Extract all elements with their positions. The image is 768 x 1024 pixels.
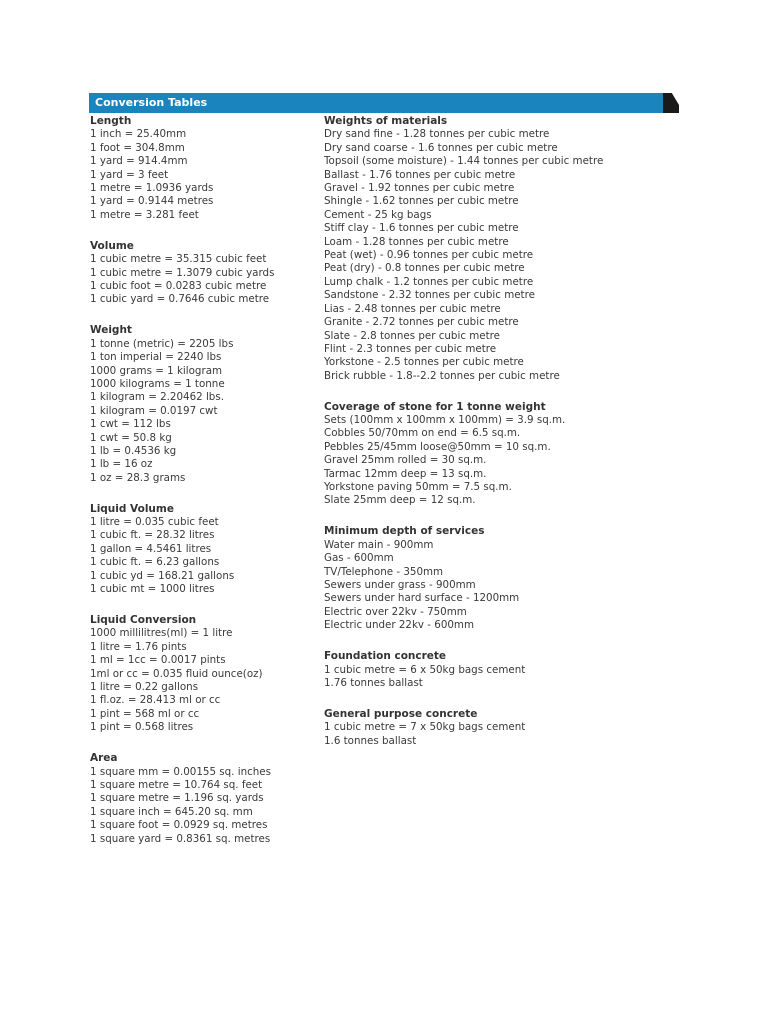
conversion-line: 1 tonne (metric) = 2205 lbs [90, 337, 234, 350]
conversion-line: 1 cwt = 112 lbs [90, 418, 171, 431]
conversion-line: 1 cubic mt = 1000 litres [90, 583, 215, 596]
conversion-line: Tarmac 12mm deep = 13 sq.m. [324, 467, 487, 480]
section-minimum-depth-of-services [324, 525, 664, 632]
conversion-line: 1 square metre = 1.196 sq. yards [90, 792, 264, 805]
section-length [90, 115, 320, 222]
conversion-line: 1 lb = 0.4536 kg [90, 444, 177, 457]
conversion-line: Brick rubble - 1.8--2.2 tonnes per cubic metre [324, 369, 560, 382]
conversion-line: Cement - 25 kg bags [324, 208, 432, 221]
header-bar [89, 93, 663, 113]
conversion-line: 1 cubic yard = 0.7646 cubic metre [90, 293, 270, 306]
conversion-line: 1.6 tonnes ballast [324, 734, 417, 747]
conversion-line: Electric under 22kv - 600mm [324, 619, 474, 632]
conversion-line: Pebbles 25/45mm loose@50mm = 10 sq.m. [324, 440, 551, 453]
conversion-line: 1 cubic ft. = 6.23 gallons [90, 556, 220, 569]
conversion-line: 1 cubic yd = 168.21 gallons [90, 569, 235, 582]
conversion-line: Flint - 2.3 tonnes per cubic metre [324, 342, 497, 355]
conversion-line: 1 cubic metre = 35.315 cubic feet [90, 253, 267, 266]
section-title: Liquid Conversion [90, 614, 197, 626]
conversion-line: 1 cubic ft. = 28.32 litres [90, 529, 215, 542]
conversion-line: 1 metre = 3.281 feet [90, 208, 199, 221]
conversion-line: Lias - 2.48 tonnes per cubic metre [324, 302, 501, 315]
conversion-line: Stiff clay - 1.6 tonnes per cubic metre [324, 222, 519, 235]
conversion-line: 1 inch = 25.40mm [90, 128, 187, 141]
section-volume [90, 240, 320, 307]
section-title: Area [90, 752, 118, 765]
section-area [90, 752, 320, 846]
conversion-line: 1 cubic metre = 1.3079 cubic yards [90, 266, 275, 279]
section-foundation-concrete [324, 650, 664, 690]
conversion-line: Sewers under hard surface - 1200mm [324, 592, 520, 605]
left-column [90, 115, 320, 864]
section-title: Liquid Volume [90, 502, 174, 515]
conversion-line: 1 metre = 1.0936 yards [90, 182, 214, 195]
conversion-line: 1 cubic foot = 0.0283 cubic metre [90, 279, 267, 292]
conversion-line: 1000 kilograms = 1 tonne [90, 377, 225, 390]
conversion-line: 1 lb = 16 oz [90, 458, 153, 471]
conversion-line: Topsoil (some moisture) - 1.44 tonnes per cubic metre [324, 155, 604, 168]
conversion-line: 1 fl.oz. = 28.413 ml or cc [90, 694, 221, 707]
conversion-line: Slate 25mm deep = 12 sq.m. [324, 494, 476, 507]
conversion-line: Dry sand fine - 1.28 tonnes per cubic metre [324, 128, 550, 141]
conversion-line: 1 cwt = 50.8 kg [90, 431, 172, 444]
section-title: Weights of materials [324, 115, 448, 127]
conversion-line: Gravel 25mm rolled = 30 sq.m. [324, 454, 487, 467]
section-title: Coverage of stone for 1 tonne weight [324, 400, 546, 413]
conversion-line: Peat (wet) - 0.96 tonnes per cubic metre [324, 249, 534, 262]
conversion-line: 1 kilogram = 0.0197 cwt [90, 404, 218, 417]
section-liquid-volume [90, 503, 320, 597]
conversion-line: Peat (dry) - 0.8 tonnes per cubic metre [324, 262, 525, 275]
conversion-line: 1ml or cc = 0.035 fluid ounce(oz) [90, 667, 263, 680]
conversion-line: Water main - 900mm [324, 538, 434, 551]
conversion-line: Sets (100mm x 100mm x 100mm) = 3.9 sq.m. [324, 414, 566, 427]
conversion-line: 1 square inch = 645.20 sq. mm [90, 805, 253, 818]
conversion-line: Gravel - 1.92 tonnes per cubic metre [324, 182, 515, 195]
conversion-line: 1 litre = 0.22 gallons [90, 681, 199, 694]
conversion-line: 1 square metre = 10.764 sq. feet [90, 778, 263, 791]
conversion-line: 1 ml = 1cc = 0.0017 pints [90, 654, 226, 667]
conversion-line: Yorkstone - 2.5 tonnes per cubic metre [324, 356, 524, 369]
conversion-line: TV/Telephone - 350mm [324, 565, 444, 578]
header-corner-decoration [663, 93, 679, 113]
section-title: General purpose concrete [324, 707, 478, 720]
conversion-line: 1 kilogram = 2.20462 lbs. [90, 391, 224, 404]
section-title: Minimum depth of services [324, 525, 485, 538]
conversion-line: 1 square yard = 0.8361 sq. metres [90, 832, 271, 845]
conversion-line: 1 yard = 3 feet [90, 168, 169, 181]
conversion-line: 1 foot = 304.8mm [90, 141, 185, 154]
section-title: Volume [90, 239, 134, 252]
section-title: Foundation concrete [324, 650, 447, 663]
conversion-line: 1 cubic metre = 6 x 50kg bags cement [324, 663, 526, 676]
conversion-line: 1 yard = 0.9144 metres [90, 195, 214, 208]
conversion-line: 1.76 tonnes ballast [324, 676, 423, 689]
conversion-line: Ballast - 1.76 tonnes per cubic metre [324, 168, 516, 181]
section-liquid-conversion [90, 614, 320, 735]
conversion-line: Shingle - 1.62 tonnes per cubic metre [324, 195, 519, 208]
right-column [324, 115, 664, 766]
conversion-line: 1 gallon = 4.5461 litres [90, 542, 212, 555]
conversion-line: 1000 grams = 1 kilogram [90, 364, 223, 377]
section-weights-of-materials [324, 115, 664, 383]
section-title: Weight [90, 324, 132, 337]
conversion-line: Electric over 22kv - 750mm [324, 605, 467, 618]
section-weight [90, 324, 320, 485]
conversion-line: Granite - 2.72 tonnes per cubic metre [324, 316, 519, 329]
section-title: Length [90, 115, 132, 127]
conversion-line: Loam - 1.28 tonnes per cubic metre [324, 235, 509, 248]
section-general-purpose-concrete [324, 708, 664, 748]
conversion-line: Yorkstone paving 50mm = 7.5 sq.m. [324, 481, 512, 494]
conversion-line: Dry sand coarse - 1.6 tonnes per cubic metre [324, 141, 558, 154]
conversion-line: Gas - 600mm [324, 552, 394, 565]
conversion-line: 1 oz = 28.3 grams [90, 471, 186, 484]
conversion-line: 1 square mm = 0.00155 sq. inches [90, 765, 271, 778]
conversion-line: Cobbles 50/70mm on end = 6.5 sq.m. [324, 427, 521, 440]
conversion-line: Lump chalk - 1.2 tonnes per cubic metre [324, 275, 534, 288]
section-coverage-of-stone-for-1-tonne-weight [324, 401, 664, 508]
conversion-line: 1 litre = 1.76 pints [90, 640, 187, 653]
conversion-line: 1 litre = 0.035 cubic feet [90, 516, 219, 529]
conversion-line: 1 square foot = 0.0929 sq. metres [90, 819, 268, 832]
conversion-line: 1 ton imperial = 2240 lbs [90, 351, 222, 364]
conversion-line: Sewers under grass - 900mm [324, 579, 476, 591]
conversion-line: Slate - 2.8 tonnes per cubic metre [324, 329, 500, 342]
conversion-line: 1 cubic metre = 7 x 50kg bags cement [324, 721, 526, 734]
page-title: Conversion Tables [95, 96, 208, 109]
conversion-line: 1000 millilitres(ml) = 1 litre [90, 627, 233, 640]
conversion-line: Sandstone - 2.32 tonnes per cubic metre [324, 289, 535, 302]
conversion-line: 1 pint = 0.568 litres [90, 721, 194, 734]
conversion-line: 1 yard = 914.4mm [90, 155, 188, 168]
conversion-line: 1 pint = 568 ml or cc [90, 707, 200, 720]
